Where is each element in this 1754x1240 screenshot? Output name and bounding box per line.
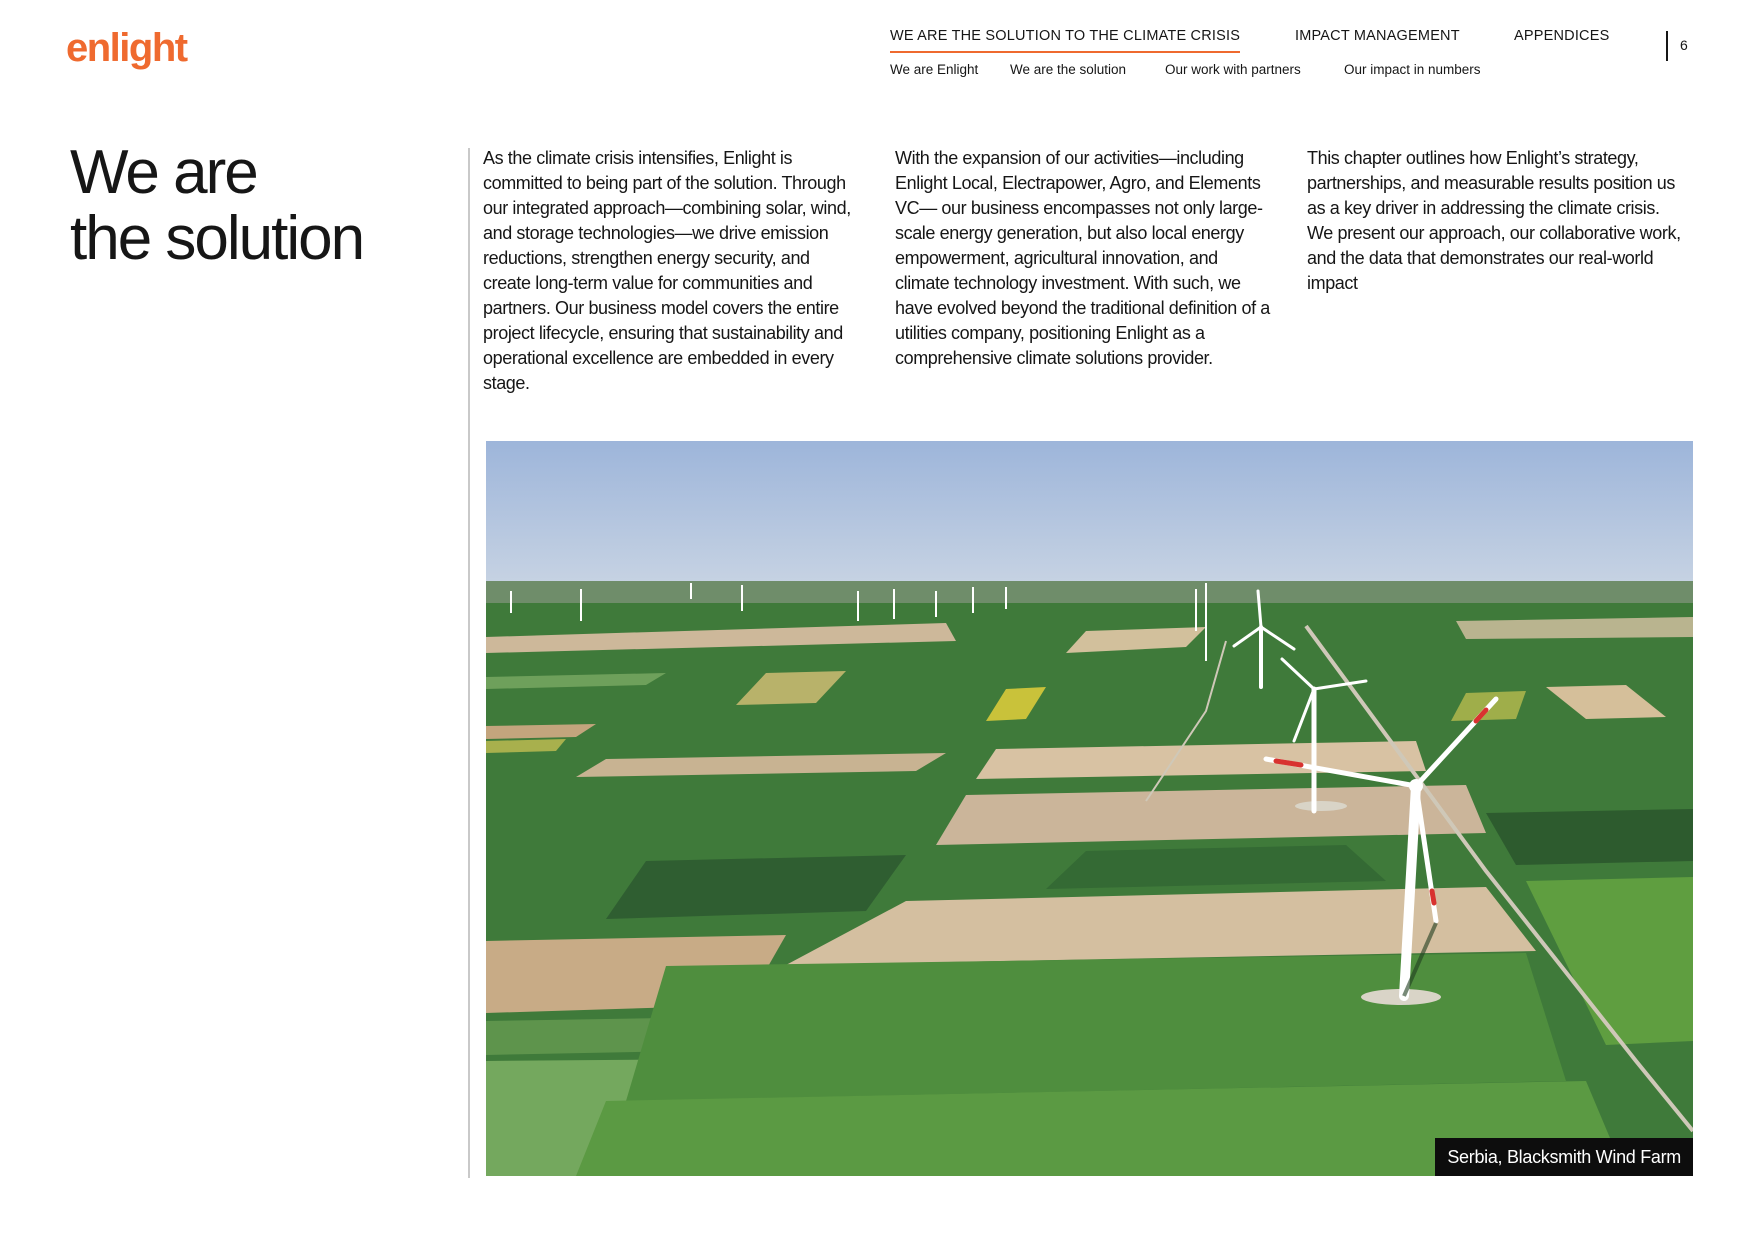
body-column-3: This chapter outlines how Enlight’s strategy, partnerships, and measurable results position us as a key driver in addressing the climate crisis. We present our approach, our collaborative work, and the data that demonstrates our real-world impact xyxy=(1307,148,1681,293)
body-column-2: With the expansion of our activities—including Enlight Local, Electrapower, Agro, and Elements VC— our business encompasses not only large-scale energy generation, but also local energy empowerment, agricultural innovation, and climate technology investment. With such, we have evolved beyond the traditional definition of a utilities company, positioning Enlight as a comprehensive climate solutions provider. xyxy=(895,148,1270,368)
top-navigation xyxy=(0,28,1754,88)
photo-caption: Serbia, Blacksmith Wind Farm xyxy=(1435,1138,1693,1176)
wind-farm-photo xyxy=(486,441,1693,1176)
nav-tab-climate-crisis[interactable]: WE ARE THE SOLUTION TO THE CLIMATE CRISIS xyxy=(890,28,1240,53)
column-divider xyxy=(468,148,470,1178)
page-number: 6 xyxy=(1680,37,1688,53)
page-number-divider xyxy=(1666,31,1668,61)
subnav-we-are-the-solution[interactable]: We are the solution xyxy=(1010,62,1127,77)
nav-tab-appendices[interactable]: APPENDICES xyxy=(1514,28,1610,44)
title-line-1: We are xyxy=(70,138,257,207)
nav-tab-impact-management[interactable]: IMPACT MANAGEMENT xyxy=(1295,28,1460,44)
subnav-work-with-partners[interactable]: Our work with partners xyxy=(1165,62,1301,77)
wind-farm-illustration xyxy=(486,441,1693,1176)
subnav-impact-in-numbers[interactable]: Our impact in numbers xyxy=(1344,62,1481,77)
title-line-2: the solution xyxy=(70,204,364,273)
subnav-we-are-enlight[interactable]: We are Enlight xyxy=(890,62,979,77)
body-column-1: As the climate crisis intensifies, Enlight is committed to being part of the solution. Through our integrated approach—combining solar, wind, and storage technologies—we drive emission reductions, strengthen energy security, and create long-term value for communities and partners. Our business model covers the entire project lifecycle, ensuring that sustainability and operational excellence are embedded in every stage. xyxy=(483,148,851,393)
page-title xyxy=(70,140,363,272)
logo-wordmark: enlight xyxy=(66,26,187,70)
